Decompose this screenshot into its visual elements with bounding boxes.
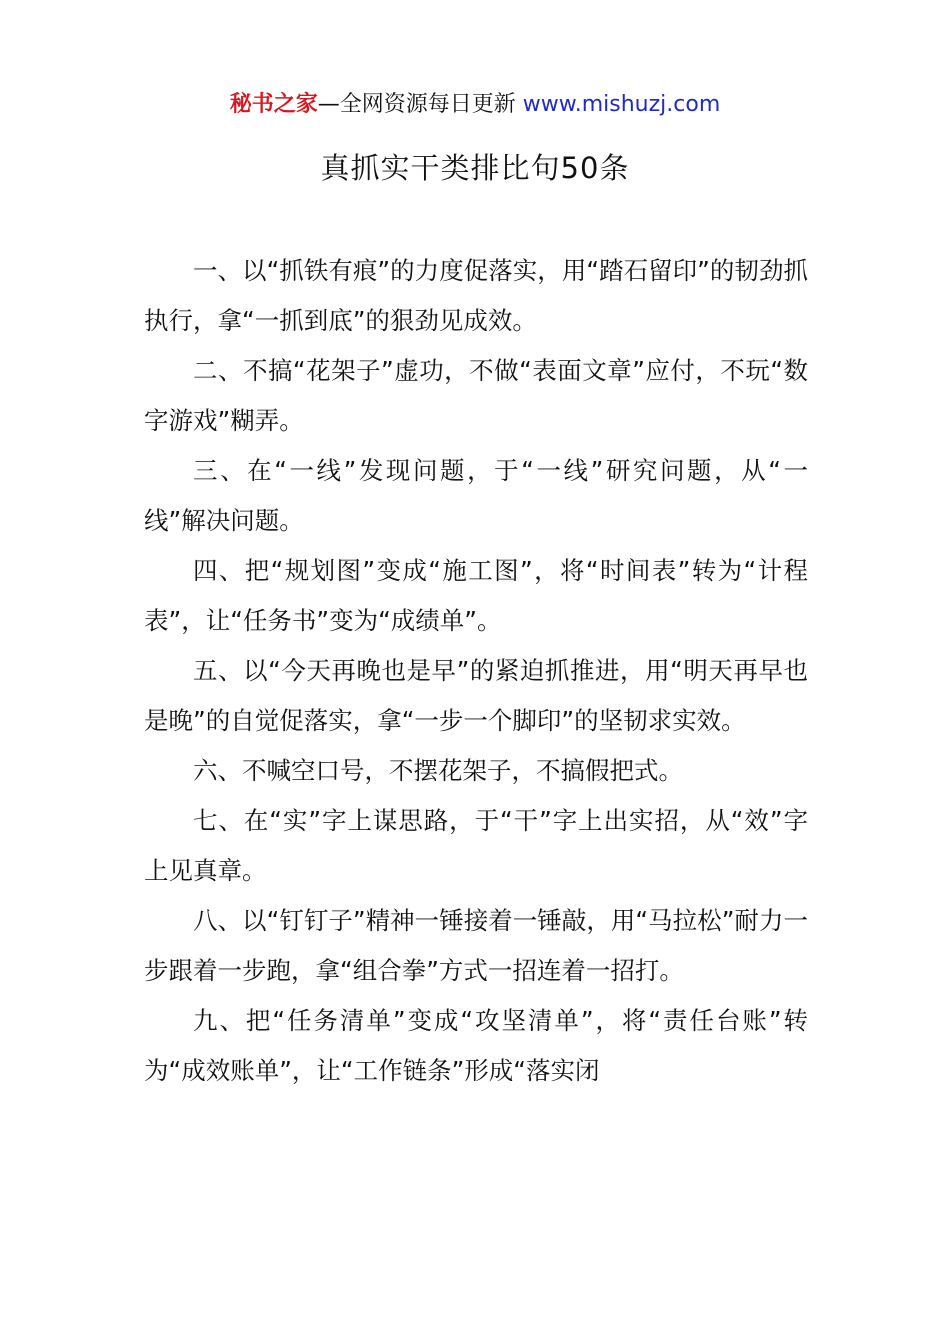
paragraph-6: 六、不喊空口号，不摆花架子，不搞假把式。: [193, 756, 683, 785]
document-title: 真抓实干类排比句50条: [320, 151, 630, 185]
paragraph-2: 二、不搞“花架子”虚功，不做“表面文章”应付，不玩“数字游戏”糊弄。: [144, 356, 808, 435]
paragraph-1: 一、以“抓铁有痕”的力度促落实，用“踏石留印”的韧劲抓执行，拿“一抓到底”的狠劲见成效。: [144, 256, 808, 335]
paragraph-5: 五、以“今天再晚也是早”的紧迫抓推进，用“明天再早也是晚”的自觉促落实，拿“一步一个脚印”的坚韧求实效。: [144, 656, 808, 735]
paragraph-8: 八、以“钉钉子”精神一锤接着一锤敲，用“马拉松”耐力一步跟着一步跑，拿“组合拳”方式一招连着一招打。: [144, 906, 808, 985]
paragraph-3: 三、在“一线”发现问题，于“一线”研究问题，从“一线”解决问题。: [144, 456, 808, 535]
document-body: [144, 246, 808, 1096]
paragraph-4: 四、把“规划图”变成“施工图”，将“时间表”转为“计程表”，让“任务书”变为“成绩单”。: [144, 556, 808, 635]
site-header: [0, 88, 950, 122]
site-brand: 秘书之家: [229, 92, 318, 117]
site-tagline: —全网资源每日更新: [317, 92, 523, 117]
site-url-link[interactable]: www.mishuzj.com: [522, 92, 721, 117]
paragraph-7: 七、在“实”字上谋思路，于“干”字上出实招，从“效”字上见真章。: [144, 806, 808, 885]
paragraph-9: 九、把“任务清单”变成“攻坚清单”，将“责任台账”转为“成效账单”，让“工作链条”形成“落实闭: [144, 1006, 808, 1085]
